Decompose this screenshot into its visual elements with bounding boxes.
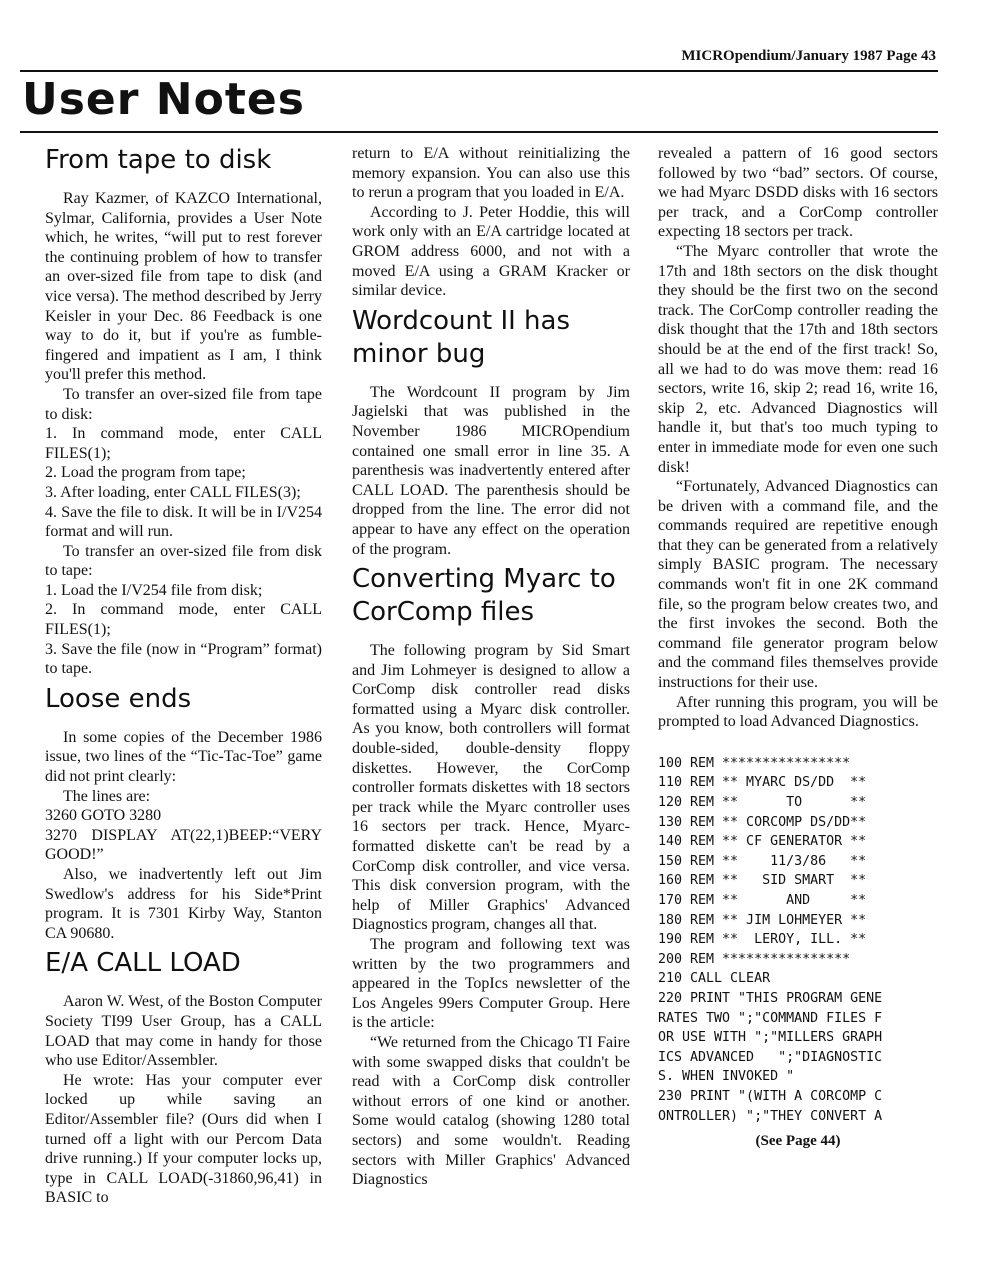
paragraph: “We returned from the Chicago TI Faire with some swapped disks that couldn't be read with a CorComp disk controller without errors of one kind or another. Some would catalog (showing 1280 total sectors) and some wouldn't. Reading sectors with Miller Graphics' Advanced Diagnostics (352, 1033, 630, 1189)
column-1 (45, 144, 322, 1208)
heading-loose-ends: Loose ends (45, 683, 192, 714)
paragraph: Also, we inadvertently left out Jim Swedlow's address for his Side*Print program. It is 7301 Kirby Way, Stanton CA 90680. (45, 866, 322, 942)
paragraph: In some copies of the December 1986 issue, two lines of the “Tic-Tac-Toe” game did not print clearly: (45, 728, 322, 786)
paragraph: The lines are: (63, 787, 151, 805)
paragraph: revealed a pattern of 16 good sectors followed by two “bad” sectors. Of course, we had Myarc DSDD disks with 16 sectors per track, and a CorComp controller expecting 18 sectors per track. (658, 145, 938, 241)
list-item: 2. Load the program from tape; (45, 464, 246, 482)
paragraph: Aaron W. West, of the Boston Computer Society TI99 User Group, has a CALL LOAD that may come in handy for those who use Editor/Assembler. (45, 993, 322, 1070)
column-2 (352, 144, 630, 1190)
list-item: 1. In command mode, enter CALL FILES(1); (45, 425, 322, 462)
program-listing: 100 REM **************** 110 REM ** MYARC DS/DD ** 120 REM ** TO ** 130 REM ** CORCOMP DS/DD** 140 REM ** CF GENERATOR ** 150 REM ** 11/3/86 ** 160 REM ** SID SMART ** 170 REM ** AND ** 180 REM ** JIM LOHMEYER ** 190 REM ** LEROY, ILL. ** 200 REM **************** 210 CALL CLEAR 220 PRINT "THIS PROGRAM GENE RATES TWO ";"COMMAND FILES F OR USE WITH ";"MILLERS GRAPH ICS ADVANCED ";"DIAGNOSTIC S. WHEN INVOKED " 230 PRINT "(WITH A CORCOMP C ONTROLLER) ";"THEY CONVERT A (658, 755, 883, 1124)
paragraph: Ray Kazmer, of KAZCO International, Sylmar, California, provides a User Note which, he writes, “will put to rest forever the continuing problem of how to transfer an over-sized file from tape to disk (and vice versa). The method described by Jerry Keisler in your Dec. 86 Feedback is one way to do it, but if you're as fumble-fingered and impatient as I am, I think you'll prefer this method. (45, 190, 322, 384)
heading-ea-call-load: E/A CALL LOAD (45, 948, 241, 979)
code-line: 3260 GOTO 3280 (45, 807, 162, 825)
paragraph: To transfer an over-sized file from disk to tape: (45, 542, 322, 580)
list-item: 1. Load the I/V254 file from disk; (45, 581, 263, 599)
paragraph: “Fortunately, Advanced Diagnostics can be driven with a command file, and the commands required are repetitive enough that they can be generated from a relatively simply BASIC program. The necessary commands won't fit in one 2K command file, so the program below creates two, and the first invokes the second. Both the command file generator program below and the command files themselves provide instructions for their use. (658, 478, 938, 692)
title-rule (20, 131, 938, 133)
column-3 (658, 144, 938, 1152)
paragraph: The following program by Sid Smart and Jim Lohmeyer is designed to allow a CorComp disk controller read disks formatted using a Myarc disk controller. As you know, both controllers will format double-sided, double-density floppy diskettes. However, the CorComp controller formats diskettes with 18 sectors per track while the Myarc controller uses 16 sectors per track. Hence, Myarc-formatted diskette can't be read by a CorComp disk controller, and vice versa. This disk conversion program, with the help of Miller Graphics' Advanced Diagnostics program, changes all that. (352, 642, 630, 934)
paragraph: return to E/A without reinitializing the memory expansion. You can also use this to rerun a program that you loaded in E/A. (352, 145, 630, 202)
running-head: MICROpendium/January 1987 Page 43 (681, 48, 936, 64)
list-item: 3. After loading, enter CALL FILES(3); (45, 483, 301, 501)
list-item: 4. Save the file to disk. It will be in I/V254 format and will run. (45, 503, 322, 541)
section-title: User Notes (22, 74, 305, 125)
paragraph: He wrote: Has your computer ever locked up while saving an Editor/Assembler file? (Ours did when I turned off a light with our Percom Data drive running.) If your computer locks up, type in CALL LOAD(-31860,96,41) in BASIC to (45, 1071, 322, 1207)
paragraph: “The Myarc controller that wrote the 17th and 18th sectors on the disk thought they should be the first two on the second track. The CorComp controller reading the disk thought that the 17th and 18th sectors should be at the end of the first track! So, all we had to do was move them: read 16 sectors, write 16, skip 2; read 16, write 16, skip 2, etc. Advanced Diagnostics will handle it, but that's too much typing to enter in immediate mode for even one such disk! (658, 242, 938, 476)
paragraph: The program and following text was written by the two programmers and appeared in the TopIcs newsletter of the Los Angeles 99ers Computer Group. Here is the article: (352, 936, 630, 1032)
heading-from-tape-to-disk: From tape to disk (45, 145, 272, 175)
continued-reference: (See Page 44) (755, 1133, 841, 1150)
heading-wordcount: Wordcount II has minor bug (352, 305, 571, 369)
paragraph: After running this program, you will be prompted to load Advanced Diagnostics. (658, 693, 938, 731)
code-line: 3270 DISPLAY AT(22,1)BEEP:“VERY GOOD!” (45, 826, 322, 864)
heading-converting-myarc: Converting Myarc to CorComp files (352, 564, 616, 628)
list-item: 2. In command mode, enter CALL FILES(1); (45, 601, 322, 639)
paragraph: According to J. Peter Hoddie, this will work only with an E/A cartridge located at GROM address 6000, and not with a moved E/A using a GRAM Kracker or similar device. (352, 203, 630, 300)
paragraph: The Wordcount II program by Jim Jagielski that was published in the November 1986 MICROpendium contained one small error in line 35. A parenthesis was inadvertently entered after CALL LOAD. The parenthesis should be dropped from the line. The error did not appear to have any effect on the operation of the program. (352, 383, 630, 558)
list-item: 3. Save the file (now in “Program” format) to tape. (45, 640, 322, 678)
paragraph: To transfer an over-sized file from tape to disk: (45, 385, 322, 423)
